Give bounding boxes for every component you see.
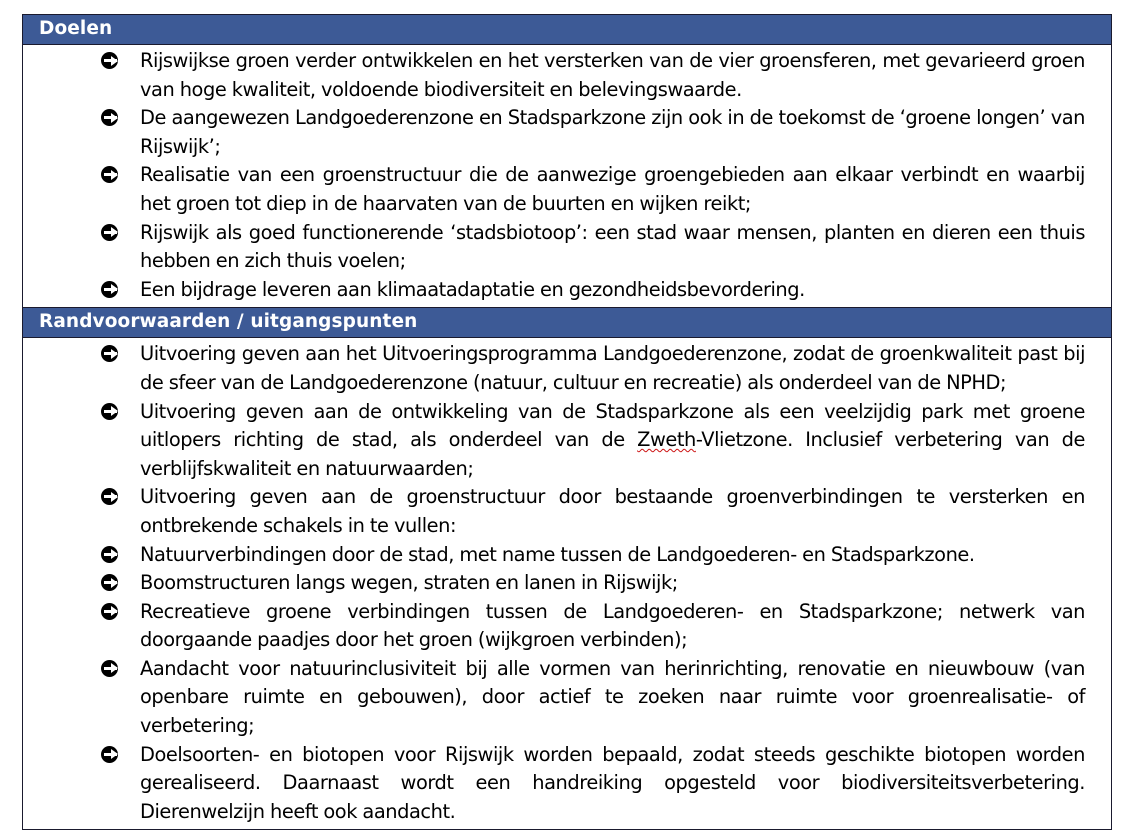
arrow-bullet-icon xyxy=(101,541,125,570)
table-row xyxy=(23,45,1112,308)
list-item-text: De aangewezen Landgoederenzone en Stadsparkzone zijn ook in de toekomst de ‘groene longen’ van Rijswijk’; xyxy=(140,106,1085,158)
list-item-text: Natuurverbindingen door de stad, met name tussen de Landgoederen- en Stadsparkzone. xyxy=(140,542,975,566)
list-item xyxy=(23,398,1101,484)
arrow-bullet-icon xyxy=(101,483,125,512)
list-item xyxy=(23,219,1101,276)
list-item xyxy=(23,47,1101,104)
list-item-text: Realisatie van een groenstructuur die de aanwezige groengebieden aan elkaar verbindt en waarbij het groen tot diep in de haarvaten van de buurten en wijken reikt; xyxy=(140,163,1085,215)
list-item xyxy=(23,741,1101,827)
policy-table xyxy=(22,14,1112,830)
list-item-text: Uitvoering geven aan de ontwikkeling van de Stadsparkzone als een veelzijdig park met groene uitlopers richting de stad, als onderdeel van de Zweth-Vlietzone. Inclusief verbetering van de verblijfskwaliteit en natuurwaarden; xyxy=(140,399,1085,480)
arrow-bullet-icon xyxy=(101,655,125,684)
table-row xyxy=(23,308,1112,338)
arrow-bullet-icon xyxy=(101,104,125,133)
list-item xyxy=(23,104,1101,161)
list-item xyxy=(23,483,1101,540)
list-item xyxy=(23,598,1101,655)
arrow-bullet-icon xyxy=(101,340,125,369)
list-item-text: Doelsoorten- en biotopen voor Rijswijk worden bepaald, zodat steeds geschikte biotopen worden gerealiseerd. Daarnaast wordt een handreiking opgesteld voor biodiversiteitsverbetering. Dierenwelzijn heeft ook aandacht. xyxy=(140,742,1085,823)
arrow-bullet-icon xyxy=(101,569,125,598)
list-item-text: Boomstructuren langs wegen, straten en lanen in Rijswijk; xyxy=(140,571,678,595)
list-item-text: Een bijdrage leveren aan klimaatadaptatie en gezondheidsbevordering. xyxy=(140,277,805,301)
list-item xyxy=(23,276,1101,305)
table-body xyxy=(23,15,1112,830)
arrow-bullet-icon xyxy=(101,47,125,76)
arrow-bullet-icon xyxy=(101,741,125,770)
table-row xyxy=(23,15,1112,45)
list-item-text: Uitvoering geven aan het Uitvoeringsprogramma Landgoederenzone, zodat de groenkwaliteit past bij de sfeer van de Landgoederenzone (natuur, cultuur en recreatie) als onderdeel van de NPHD; xyxy=(140,342,1085,394)
section-header-doelen: Doelen xyxy=(23,15,1112,45)
bullet-list-randvoorwaarden xyxy=(23,340,1101,826)
section-body-randvoorwaarden xyxy=(23,338,1112,830)
arrow-bullet-icon xyxy=(101,276,125,305)
list-item xyxy=(23,161,1101,218)
list-item-text: Rijswijk als goed functionerende ‘stadsbiotoop’: een stad waar mensen, planten en dieren een thuis hebben en zich thuis voelen; xyxy=(140,220,1085,273)
section-body-doelen xyxy=(23,45,1112,308)
list-item-text: Recreatieve groene verbindingen tussen de Landgoederen- en Stadsparkzone; netwerk van doorgaande paadjes door het groen (wijkgroen verbinden); xyxy=(140,599,1085,652)
arrow-bullet-icon xyxy=(101,398,125,427)
list-item xyxy=(23,569,1101,598)
arrow-bullet-icon xyxy=(101,161,125,190)
list-item xyxy=(23,340,1101,397)
list-item-text: Aandacht voor natuurinclusiviteit bij alle vormen van herinrichting, renovatie en nieuwbouw (van openbare ruimte en gebouwen), door actief te zoeken naar ruimte voor groenrealisatie- of verbetering; xyxy=(140,656,1085,738)
list-item xyxy=(23,655,1101,741)
list-item-text: Rijswijkse groen verder ontwikkelen en het versterken van de vier groensferen, met gevarieerd groen van hoge kwaliteit, voldoende biodiversiteit en belevingswaarde. xyxy=(140,49,1085,101)
arrow-bullet-icon xyxy=(101,598,125,627)
table-row xyxy=(23,338,1112,830)
bullet-list-doelen xyxy=(23,47,1101,304)
list-item-text: Uitvoering geven aan de groenstructuur door bestaande groenverbindingen te versterken en ontbrekende schakels in te vullen: xyxy=(140,485,1085,537)
spellcheck-misspelled-word: Zweth xyxy=(637,428,696,452)
list-item xyxy=(23,541,1101,570)
arrow-bullet-icon xyxy=(101,219,125,248)
section-header-randvoorwaarden: Randvoorwaarden / uitgangspunten xyxy=(23,308,1112,338)
